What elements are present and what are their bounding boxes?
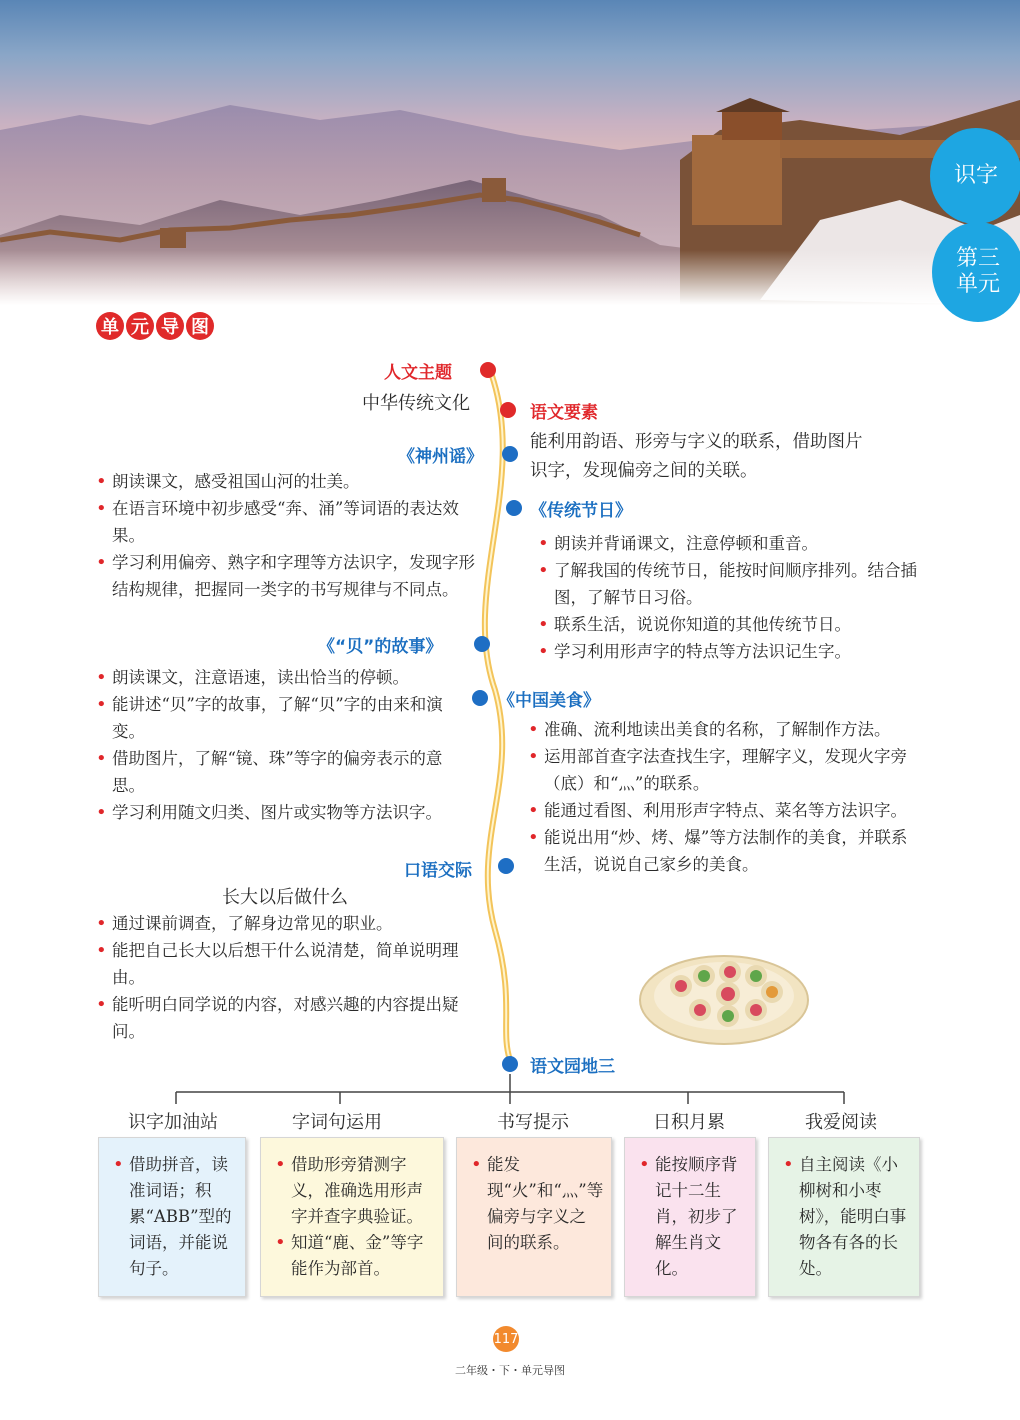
elements-label: 语文要素 xyxy=(530,403,598,423)
goal-item: • 通过课前调查，了解身边常见的职业。 xyxy=(96,910,490,937)
lesson-goals-list xyxy=(96,664,458,826)
garden-card-item: • 知道“鹿、金”等字能作为部首。 xyxy=(275,1230,433,1282)
title-char: 元 xyxy=(126,312,154,340)
unit-map-title xyxy=(96,312,214,340)
lesson-goals-list xyxy=(528,716,920,878)
title-char: 单 xyxy=(96,312,124,340)
garden-card-item: • 自主阅读《小柳树和小枣树》，能明白事物各有各的长处。 xyxy=(783,1152,909,1282)
lesson-title: 《神州谣》 xyxy=(398,447,483,467)
garden-card-item: • 借助拼音，读准词语；积累“ABB”型的词语，并能说句子。 xyxy=(113,1152,235,1282)
garden-card-list xyxy=(113,1152,235,1282)
lesson-title: 《中国美食》 xyxy=(498,691,600,711)
oral-subtitle: 长大以后做什么 xyxy=(222,887,348,908)
goal-item: • 了解我国的传统节日，能按时间顺序排列。结合插图，了解节日习俗。 xyxy=(538,557,930,611)
timeline-node xyxy=(506,500,522,516)
goal-item: • 学习利用偏旁、熟字和字理等方法识字，发现字形结构规律，把握同一类字的书写规律与不同点。 xyxy=(96,549,490,603)
lesson-goals-list xyxy=(538,530,930,665)
goal-item: • 在语言环境中初步感受“奔、涌”等词语的表达效果。 xyxy=(96,495,490,549)
garden-label: 语文园地三 xyxy=(530,1057,615,1077)
garden-card xyxy=(768,1137,920,1297)
goal-item: • 联系生活，说说你知道的其他传统节日。 xyxy=(538,611,930,638)
goal-item: • 能说出用“炒、烤、爆”等方法制作的美食，并联系生活，说说自己家乡的美食。 xyxy=(528,824,920,878)
page-caption: 二年级・下・单元导图 xyxy=(455,1364,565,1377)
garden-card-list xyxy=(783,1152,909,1282)
lesson-title: 《“贝”的故事》 xyxy=(318,637,443,657)
goal-item: • 朗读课文，注意语速，读出恰当的停顿。 xyxy=(96,664,458,691)
elements-line: 能利用韵语、形旁与字义的联系，借助图片 xyxy=(530,432,863,452)
great-wall-banner xyxy=(0,0,1020,305)
theme-label: 人文主题 xyxy=(384,363,452,383)
goal-item: • 朗读并背诵课文，注意停顿和重音。 xyxy=(538,530,930,557)
timeline-node xyxy=(502,1056,518,1072)
timeline-node xyxy=(502,446,518,462)
goal-item: • 能把自己长大以后想干什么说清楚，简单说明理由。 xyxy=(96,937,490,991)
title-char: 导 xyxy=(156,312,184,340)
goal-item: • 能听明白同学说的内容，对感兴趣的内容提出疑问。 xyxy=(96,991,490,1045)
great-wall-illustration xyxy=(0,0,1020,305)
garden-connector xyxy=(170,1074,850,1104)
garden-card xyxy=(456,1137,612,1297)
garden-card-title: 字词句运用 xyxy=(292,1112,382,1133)
theme-value: 中华传统文化 xyxy=(362,393,470,414)
lesson-goals-list xyxy=(96,468,490,603)
garden-card-item: • 能按顺序背记十二生肖，初步了解生肖文化。 xyxy=(639,1152,745,1282)
goal-item: • 借助图片，了解“镜、珠”等字的偏旁表示的意思。 xyxy=(96,745,458,799)
timeline-node xyxy=(472,690,488,706)
food-plate-image xyxy=(636,938,812,1050)
elements-text xyxy=(530,428,863,486)
goal-item: • 朗读课文，感受祖国山河的壮美。 xyxy=(96,468,490,495)
garden-card xyxy=(98,1137,246,1297)
goal-item: • 准确、流利地读出美食的名称，了解制作方法。 xyxy=(528,716,920,743)
page-number: 117 xyxy=(493,1326,519,1352)
timeline-node xyxy=(474,636,490,652)
garden-card-list xyxy=(639,1152,745,1282)
title-char: 图 xyxy=(186,312,214,340)
garden-card-item: • 借助形旁猜测字义，准确选用形声字并查字典验证。 xyxy=(275,1152,433,1230)
garden-card-list xyxy=(471,1152,604,1256)
timeline-node xyxy=(480,362,496,378)
garden-card-item: • 能发现“火”和“灬”等偏旁与字义之间的联系。 xyxy=(471,1152,601,1256)
garden-card-title: 我爱阅读 xyxy=(805,1112,877,1133)
goal-item: • 学习利用形声字的特点等方法识记生字。 xyxy=(538,638,930,665)
elements-line: 识字，发现偏旁之间的关联。 xyxy=(530,461,758,481)
goal-item: • 能通过看图、利用形声字特点、菜名等方法识字。 xyxy=(528,797,920,824)
timeline-node xyxy=(498,858,514,874)
oral-label: 口语交际 xyxy=(404,861,472,881)
timeline-node xyxy=(500,402,516,418)
literacy-badge: 识字 xyxy=(930,128,1020,224)
garden-card-title: 识字加油站 xyxy=(128,1112,218,1133)
garden-card-title: 书写提示 xyxy=(497,1112,569,1133)
goal-item: • 运用部首查字法查找生字，理解字义，发现火字旁（底）和“灬”的联系。 xyxy=(528,743,920,797)
goal-item: • 能讲述“贝”字的故事，了解“贝”字的由来和演变。 xyxy=(96,691,458,745)
garden-card xyxy=(624,1137,756,1297)
lesson-title: 《传统节日》 xyxy=(530,501,632,521)
unit-badge: 第三 单元 xyxy=(932,222,1020,322)
garden-card-list xyxy=(275,1152,433,1282)
garden-card-title: 日积月累 xyxy=(653,1112,725,1133)
garden-card xyxy=(260,1137,444,1297)
goal-item: • 学习利用随文归类、图片或实物等方法识字。 xyxy=(96,799,458,826)
oral-goals-list xyxy=(96,910,490,1045)
